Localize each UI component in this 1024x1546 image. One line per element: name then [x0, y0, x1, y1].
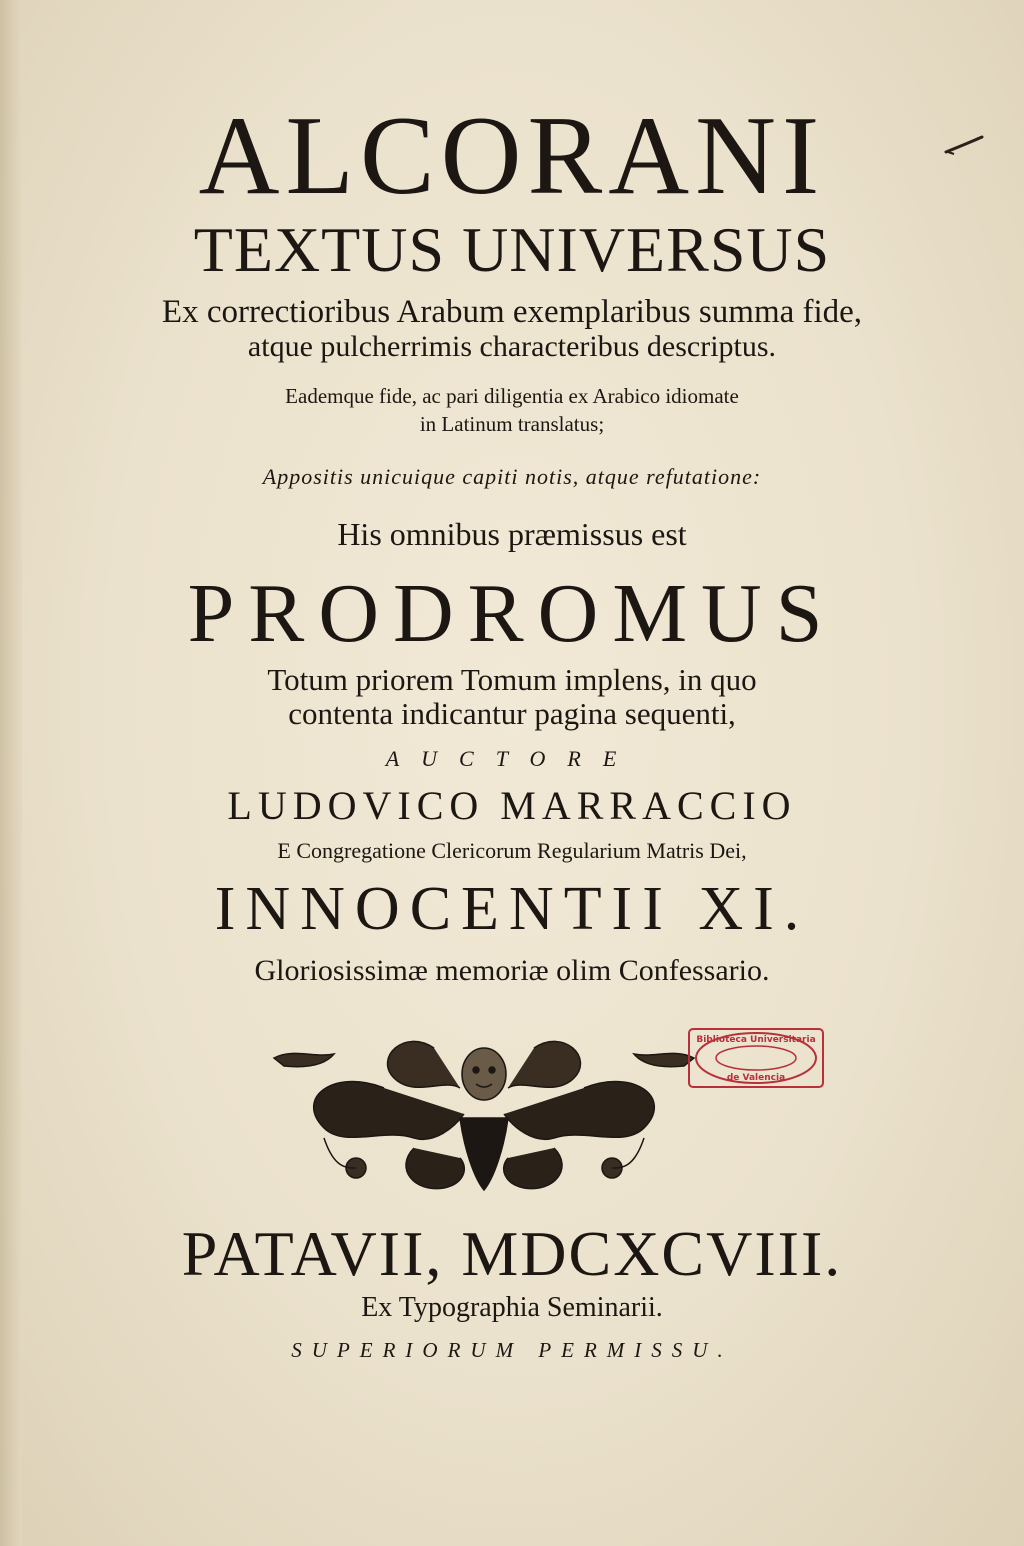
confessor-line: Gloriosissimæ memoriæ olim Confessario. [254, 954, 770, 987]
subtitle-line-3: Eademque fide, ac pari diligentia ex Arabico idiomate [285, 384, 739, 408]
library-stamp-icon [688, 1028, 824, 1088]
woodcut-ornament-icon [264, 1018, 704, 1198]
prodromus-line-1: Totum priorem Tomum implens, in quo [267, 662, 757, 697]
title-sub: TEXTUS UNIVERSUS [193, 214, 831, 285]
subtitle-line-6: His omnibus præmissus est [337, 516, 687, 552]
subtitle-line-4: in Latinum translatus; [419, 412, 605, 436]
subtitle-line-1: Ex correctioribus Arabum exemplaribus summa fide, [161, 294, 863, 330]
pope-name: INNOCENTII XI. [214, 875, 810, 943]
subtitle-line-5: Appositis unicuique capiti notis, atque refutatione: [262, 464, 762, 489]
imprint-printer: Ex Typographia Seminarii. [361, 1292, 663, 1323]
title-main: ALCORANI [198, 94, 826, 218]
author-congregation: E Congregatione Clericorum Regularium Matris Dei, [277, 838, 747, 863]
stamp-text-upper: Biblioteca Universitaria [696, 1035, 816, 1045]
imprint-place-year: PATAVII, MDCXCVIII. [181, 1218, 843, 1289]
auctore-label: AUCTORE [385, 746, 639, 771]
prodromus-line-2: contenta indicantur pagina sequenti, [288, 696, 736, 731]
author-name: LUDOVICO MARRACCIO [227, 783, 797, 828]
subtitle-line-2: atque pulcherrimis characteribus descriptus. [247, 330, 777, 363]
prodromus-heading: PRODROMUS [187, 567, 837, 660]
stamp-text-lower: de Valencia [726, 1073, 786, 1083]
imprint-permission: SUPERIORUM PERMISSU. [291, 1338, 733, 1362]
